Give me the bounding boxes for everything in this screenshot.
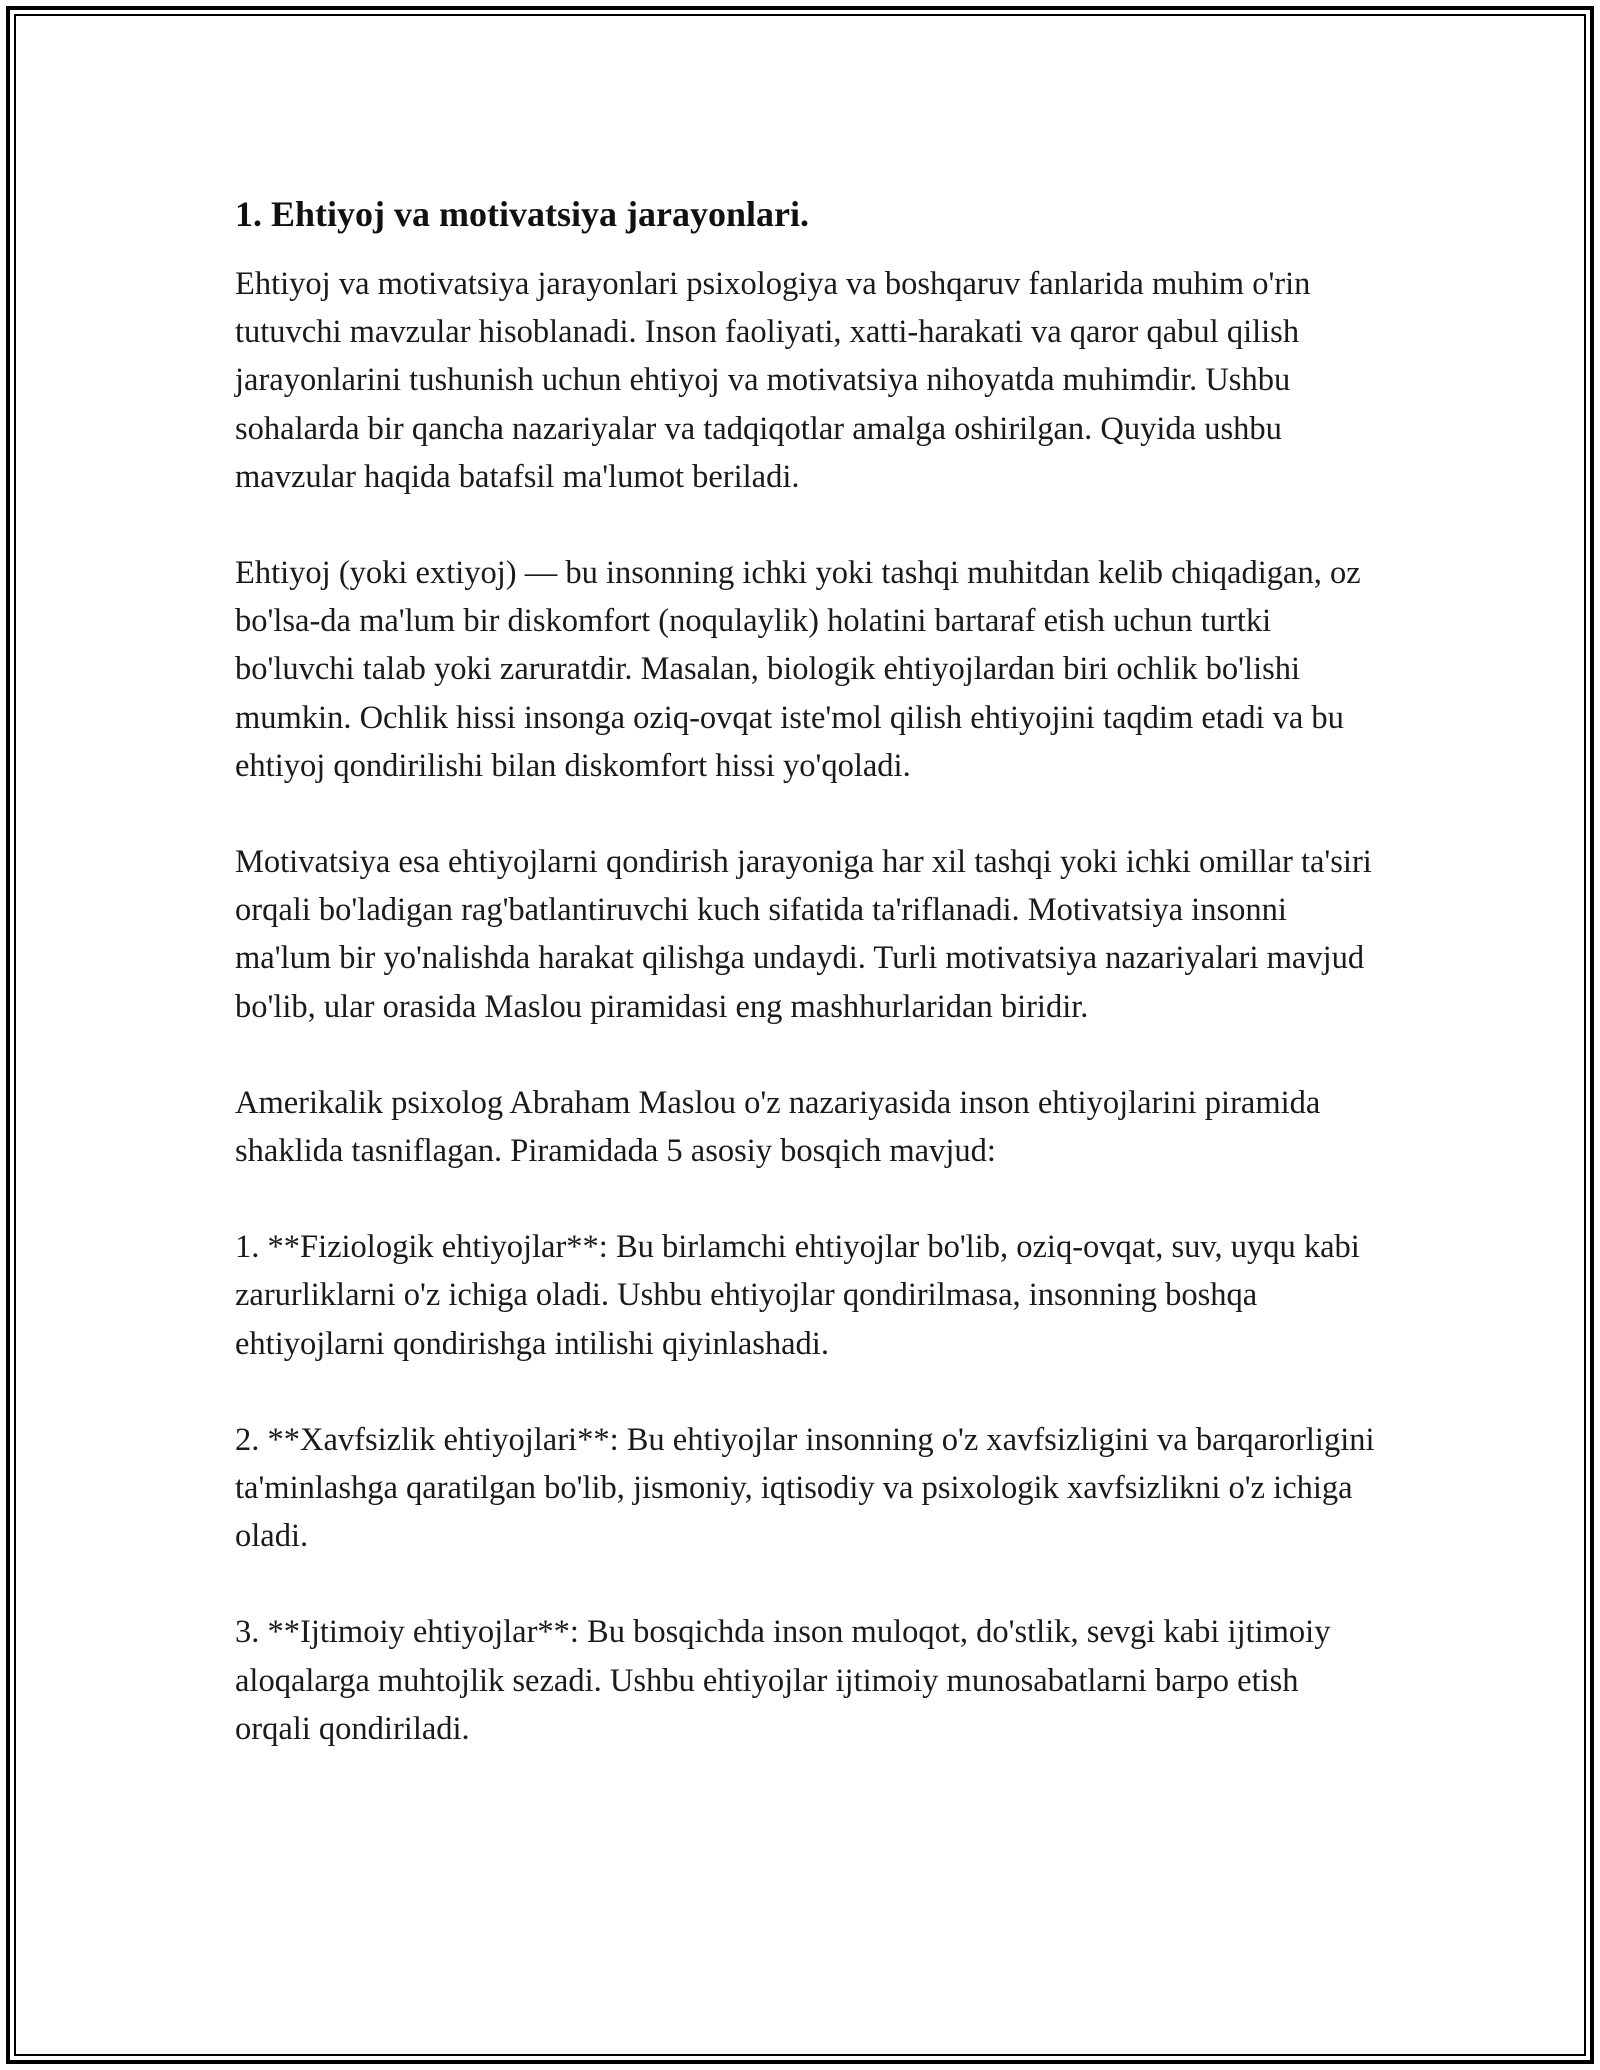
paragraph-intro: Ehtiyoj va motivatsiya jarayonlari psixologiya va boshqaruv fanlarida muhim o'rin tutuvchi mavzular hisoblanadi. Inson faoliyati, xatti-harakati va qaror qabul qilish jarayonlarini tushunish uchun ehtiyoj va motivatsiya nihoyatda muhimdir. Ushbu sohalarda bir qancha nazariyalar va tadqiqotlar amalga oshirilgan. Quyida ushbu mavzular haqida batafsil ma'lumot beriladi. — [235, 266, 1311, 495]
list-item-safety: 2. **Xavfsizlik ehtiyojlari**: Bu ehtiyojlar insonning o'z xavfsizligini va barqarorligini ta'minlashga qaratilgan bo'lib, jismoniy, iqtisodiy va psixologik xavfsizlikni o'z ichiga oladi. — [235, 1421, 1375, 1555]
document-body — [235, 190, 1375, 1801]
document-title: 1. Ehtiyoj va motivatsiya jarayonlari. — [235, 194, 809, 234]
paragraph-motivation-definition: Motivatsiya esa ehtiyojlarni qondirish jarayoniga har xil tashqi yoki ichki omillar ta'siri orqali bo'ladigan rag'batlantiruvchi kuch sifatida ta'riflanadi. Motivatsiya insonni ma'lum bir yo'nalishda harakat qilishga undaydi. Turli motivatsiya nazariyalari mavjud bo'lib, ular orasida Maslou piramidasi eng mashhurlaridan biridir. — [235, 844, 1372, 1025]
list-item-physiological: 1. **Fiziologik ehtiyojlar**: Bu birlamchi ehtiyojlar bo'lib, oziq-ovqat, suv, uyqu kabi zarurliklarni o'z ichiga oladi. Ushbu ehtiyojlar qondirilmasa, insonning boshqa ehtiyojlarni qondirishga intilishi qiyinlashadi. — [235, 1229, 1360, 1362]
list-item-social: 3. **Ijtimoiy ehtiyojlar**: Bu bosqichda inson muloqot, do'stlik, sevgi kabi ijtimoiy aloqalarga muhtojlik sezadi. Ushbu ehtiyojlar ijtimoiy munosabatlarni barpo etish orqali qondiriladi. — [235, 1614, 1331, 1747]
paragraph-maslow-intro: Amerikalik psixolog Abraham Maslou o'z nazariyasida inson ehtiyojlarini piramida shaklida tasniflagan. Piramidada 5 asosiy bosqich mavjud: — [235, 1084, 1321, 1170]
paragraph-need-definition: Ehtiyoj (yoki extiyoj) — bu insonning ichki yoki tashqi muhitdan kelib chiqadigan, oz bo'lsa-da ma'lum bir diskomfort (noqulaylik) holatini bartaraf etish uchun turtki bo'luvchi talab yoki zaruratdir. Masalan, biologik ehtiyojlardan biri ochlik bo'lishi mumkin. Ochlik hissi insonga oziq-ovqat iste'mol qilish ehtiyojini taqdim etadi va bu ehtiyoj qondirilishi bilan diskomfort hissi yo'qoladi. — [235, 555, 1361, 784]
